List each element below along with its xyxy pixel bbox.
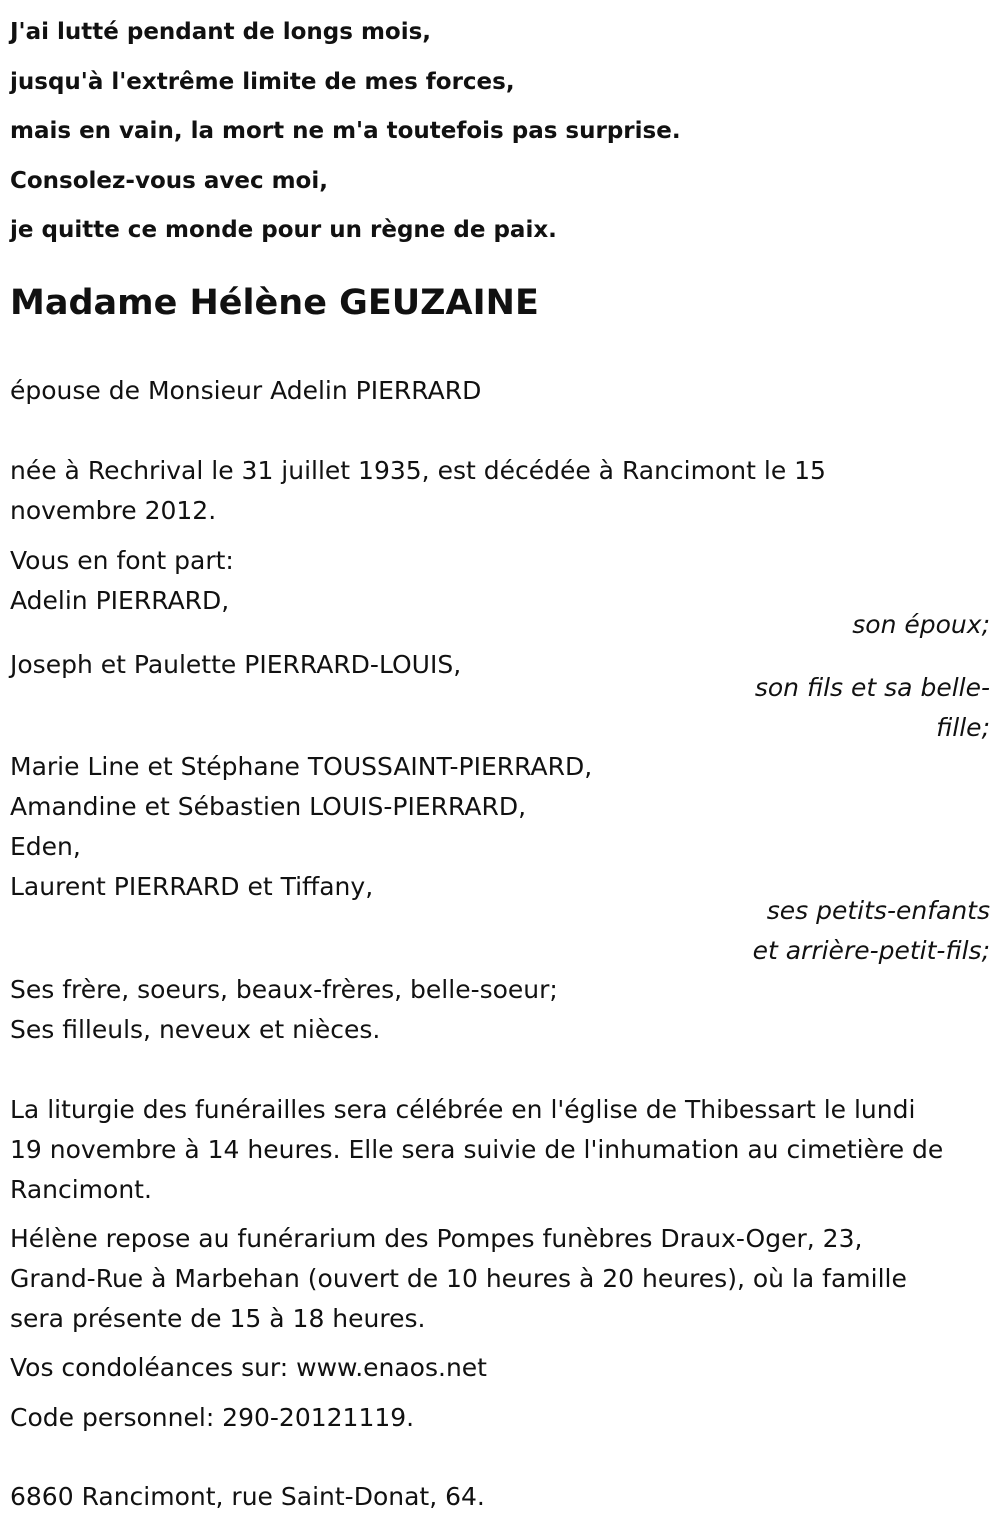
family-son-name: Joseph et Paulette PIERRARD-LOUIS, <box>10 650 462 679</box>
deceased-name: Madame Hélène GEUZAINE <box>10 283 539 323</box>
spouse-line: épouse de Monsieur Adelin PIERRARD <box>10 376 482 405</box>
funeral-line: Rancimont. <box>10 1175 152 1204</box>
poem-line: Consolez-vous avec moi, <box>10 167 328 194</box>
family-others-line: Ses filleuls, neveux et nièces. <box>10 1015 381 1044</box>
rest-line: Grand-Rue à Marbehan (ouvert de 10 heures à 20 heures), où la famille <box>10 1264 907 1293</box>
family-son-relation: fille; <box>936 713 990 742</box>
birth-death-line: née à Rechrival le 31 juillet 1935, est décédée à Rancimont le 15 <box>10 456 826 485</box>
poem-line: jusqu'à l'extrême limite de mes forces, <box>10 68 515 95</box>
announce-intro: Vous en font part: <box>10 546 234 575</box>
rest-line: Hélène repose au funérarium des Pompes funèbres Draux-Oger, 23, <box>10 1224 863 1253</box>
personal-code: Code personnel: 290-20121119. <box>10 1403 415 1432</box>
birth-death-line: novembre 2012. <box>10 496 217 525</box>
funeral-line: La liturgie des funérailles sera célébrée en l'église de Thibessart le lundi <box>10 1095 916 1124</box>
family-spouse-name: Adelin PIERRARD, <box>10 586 230 615</box>
family-son-relation: son fils et sa belle- <box>754 673 990 702</box>
grandchildren-relation: et arrière-petit-fils; <box>752 936 990 965</box>
funeral-line: 19 novembre à 14 heures. Elle sera suivie de l'inhumation au cimetière de <box>10 1135 944 1164</box>
poem-line: J'ai lutté pendant de longs mois, <box>10 19 432 45</box>
rest-line: sera présente de 15 à 18 heures. <box>10 1304 426 1333</box>
grandchild-name: Eden, <box>10 832 81 861</box>
family-spouse-relation: son époux; <box>852 610 990 639</box>
grandchild-name: Marie Line et Stéphane TOUSSAINT-PIERRARD, <box>10 752 593 781</box>
address: 6860 Rancimont, rue Saint-Donat, 64. <box>10 1482 485 1511</box>
family-others-line: Ses frère, soeurs, beaux-frères, belle-soeur; <box>10 975 558 1004</box>
grandchild-name: Amandine et Sébastien LOUIS-PIERRARD, <box>10 792 527 821</box>
condolences-line: Vos condoléances sur: www.enaos.net <box>10 1353 487 1382</box>
poem-line: mais en vain, la mort ne m'a toutefois pas surprise. <box>10 118 681 144</box>
poem-line: je quitte ce monde pour un règne de paix. <box>10 217 557 243</box>
grandchildren-relation: ses petits-enfants <box>766 896 990 925</box>
poem <box>10 8 681 256</box>
grandchild-name: Laurent PIERRARD et Tiffany, <box>10 872 374 901</box>
